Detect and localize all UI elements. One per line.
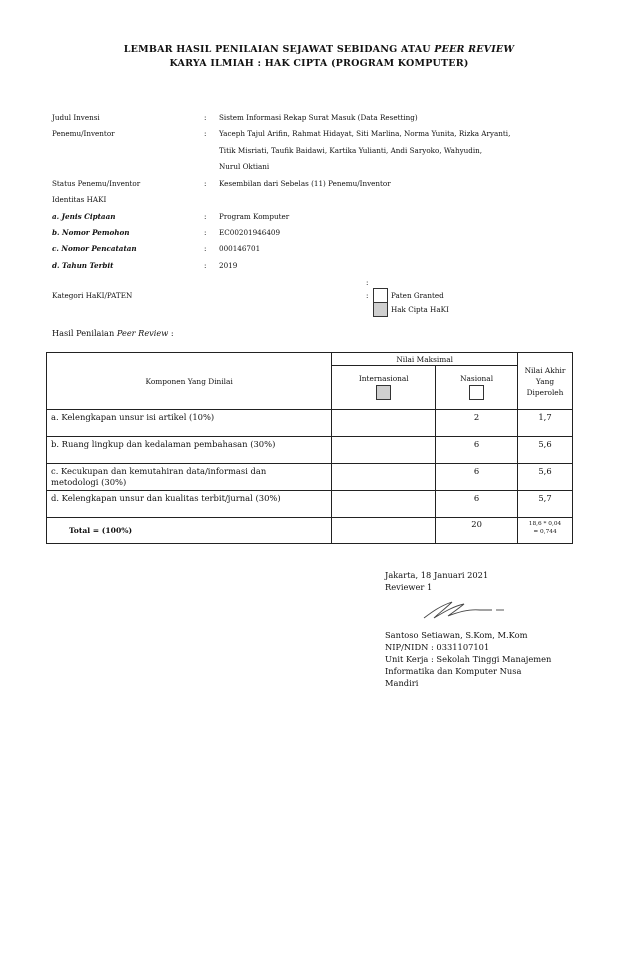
hak-cipta-checkbox[interactable] [373,302,388,317]
penemu-line: Yaceph Tajul Arifin, Rahmat Hidayat, Siti Marlina, Norma Yunita, Rizka Aryanti, [219,129,511,138]
komponen-cell [47,410,332,437]
internasional-cell [332,437,436,464]
title-italic-text: PEER REVIEW [434,44,515,55]
internasional-value [332,410,435,414]
signature-stroke [424,602,492,618]
internasional-cell [332,410,436,437]
internasional-header [332,366,436,410]
total-internasional-cell [332,518,436,544]
tahun-value: 2019 [219,261,238,270]
nasional-header-text: Nasional [460,373,494,383]
nilai-cell [518,437,573,464]
judul-label: Judul Invensi [52,113,100,122]
paten-granted-label: Paten Granted [391,291,444,300]
table-row [47,437,573,464]
nasional-cell [436,491,518,518]
signature-scribble [418,596,508,624]
paten-granted-checkbox[interactable] [373,288,388,303]
total-nasional-cell [436,518,518,544]
nomor-pencatatan-label: c. Nomor Pencatatan [52,244,137,253]
colon: : [366,278,369,287]
colon: : [204,113,207,122]
status-value: Kesembilan dari Sebelas (11) Penemu/Inventor [219,179,391,188]
internasional-cell [332,464,436,491]
table-row [47,464,573,491]
nilai-cell [518,491,573,518]
penemu-line: Nurul Oktiani [219,162,270,171]
total-row [47,518,573,544]
nasional-value: 6 [473,493,480,503]
identitas-label: Identitas HAKI [52,195,107,204]
nomor-pemohon-label: b. Nomor Pemohon [52,228,130,237]
internasional-checkbox[interactable] [376,385,391,400]
komponen-header: Komponen Yang Dinilai [47,353,332,410]
internasional-value [332,491,435,495]
colon: : [204,179,207,188]
nilai-value: 1,7 [538,412,552,422]
penemu-label: Penemu/Inventor [52,129,115,138]
unit-kerja-line: Mandiri [385,678,419,688]
title-text: LEMBAR HASIL PENILAIAN SEJAWAT SEBIDANG ATAU [123,44,431,55]
total-nasional-value: 20 [471,519,482,529]
colon: : [204,212,207,221]
review-heading-text: Hasil Penilaian [52,328,115,338]
document-title-line1 [0,44,638,55]
colon: : [366,291,369,300]
nilai-cell [518,410,573,437]
komponen-text: b. Ruang lingkup dan kedalaman pembahasan (30%) [51,439,276,449]
total-label: Total = (100%) [69,526,133,535]
nomor-pencatatan-value: 000146701 [219,244,261,253]
document-title-line2: KARYA ILMIAH : HAK CIPTA (PROGRAM KOMPUTER) [169,58,469,69]
review-heading [52,328,174,338]
total-nilai-line1: 18,6 * 0,04 [528,521,562,527]
nasional-value: 6 [473,466,480,476]
komponen-cell [47,491,332,518]
nasional-cell [436,437,518,464]
nilai-akhir-header-text: Nilai Akhir Yang Diperoleh [524,365,566,397]
komponen-cell [47,437,332,464]
table-header-row [47,353,573,366]
hak-cipta-label: Hak Cipta HaKI [391,305,449,314]
colon: : [204,261,207,270]
total-nilai-cell [518,518,573,544]
colon: : [204,129,207,138]
nilai-value: 5,6 [538,466,552,476]
table-row [47,491,573,518]
colon: : [204,244,207,253]
nilai-akhir-header [518,353,573,410]
nasional-header [436,366,518,410]
kategori-label: Kategori HaKI/PATEN [52,291,133,300]
colon: : [204,228,207,237]
nilai-cell [518,464,573,491]
unit-kerja-line: Informatika dan Komputer Nusa [385,666,522,676]
review-heading-italic: Peer Review [116,328,169,338]
total-nilai-line2: = 0,744 [533,529,557,535]
nilai-value: 5,7 [538,493,552,503]
internasional-value [332,464,435,468]
judul-value: Sistem Informasi Rekap Surat Masuk (Data Resetting) [219,113,418,122]
review-heading-colon: : [170,328,174,338]
internasional-cell [332,491,436,518]
komponen-text: c. Kecukupan dan kemutahiran data/informasi dan metodologi (30%) [51,466,267,487]
komponen-text: a. Kelengkapan unsur isi artikel (10%) [51,412,215,422]
nasional-cell [436,464,518,491]
table-row [47,410,573,437]
reviewer-name: Santoso Setiawan, S.Kom, M.Kom [385,630,528,640]
reviewer-nip: NIP/NIDN : 0331107101 [385,642,490,652]
penemu-line: Titik Misriati, Taufik Baidawi, Kartika Yulianti, Andi Saryoko, Wahyudin, [219,146,483,155]
komponen-cell [47,464,332,491]
nasional-value: 6 [473,439,480,449]
tahun-label: d. Tahun Terbit [52,261,114,270]
unit-kerja-line: Unit Kerja : Sekolah Tinggi Manajemen [385,654,552,664]
nilai-maksimal-header: Nilai Maksimal [332,353,518,366]
nasional-cell [436,410,518,437]
place-date: Jakarta, 18 Januari 2021 [385,570,489,580]
status-label: Status Penemu/Inventor [52,179,141,188]
nasional-value: 2 [473,412,480,422]
nilai-value: 5,6 [538,439,552,449]
nasional-checkbox[interactable] [469,385,484,400]
komponen-text: d. Kelengkapan unsur dan kualitas terbit/jurnal (30%) [51,493,281,503]
jenis-value: Program Komputer [219,212,290,221]
internasional-value [332,437,435,441]
reviewer-role: Reviewer 1 [385,582,433,592]
review-table [46,352,573,544]
internasional-header-text: Internasional [358,373,409,383]
jenis-label: a. Jenis Ciptaan [52,212,116,221]
nomor-pemohon-value: EC00201946409 [219,228,281,237]
total-label-cell [47,518,332,544]
